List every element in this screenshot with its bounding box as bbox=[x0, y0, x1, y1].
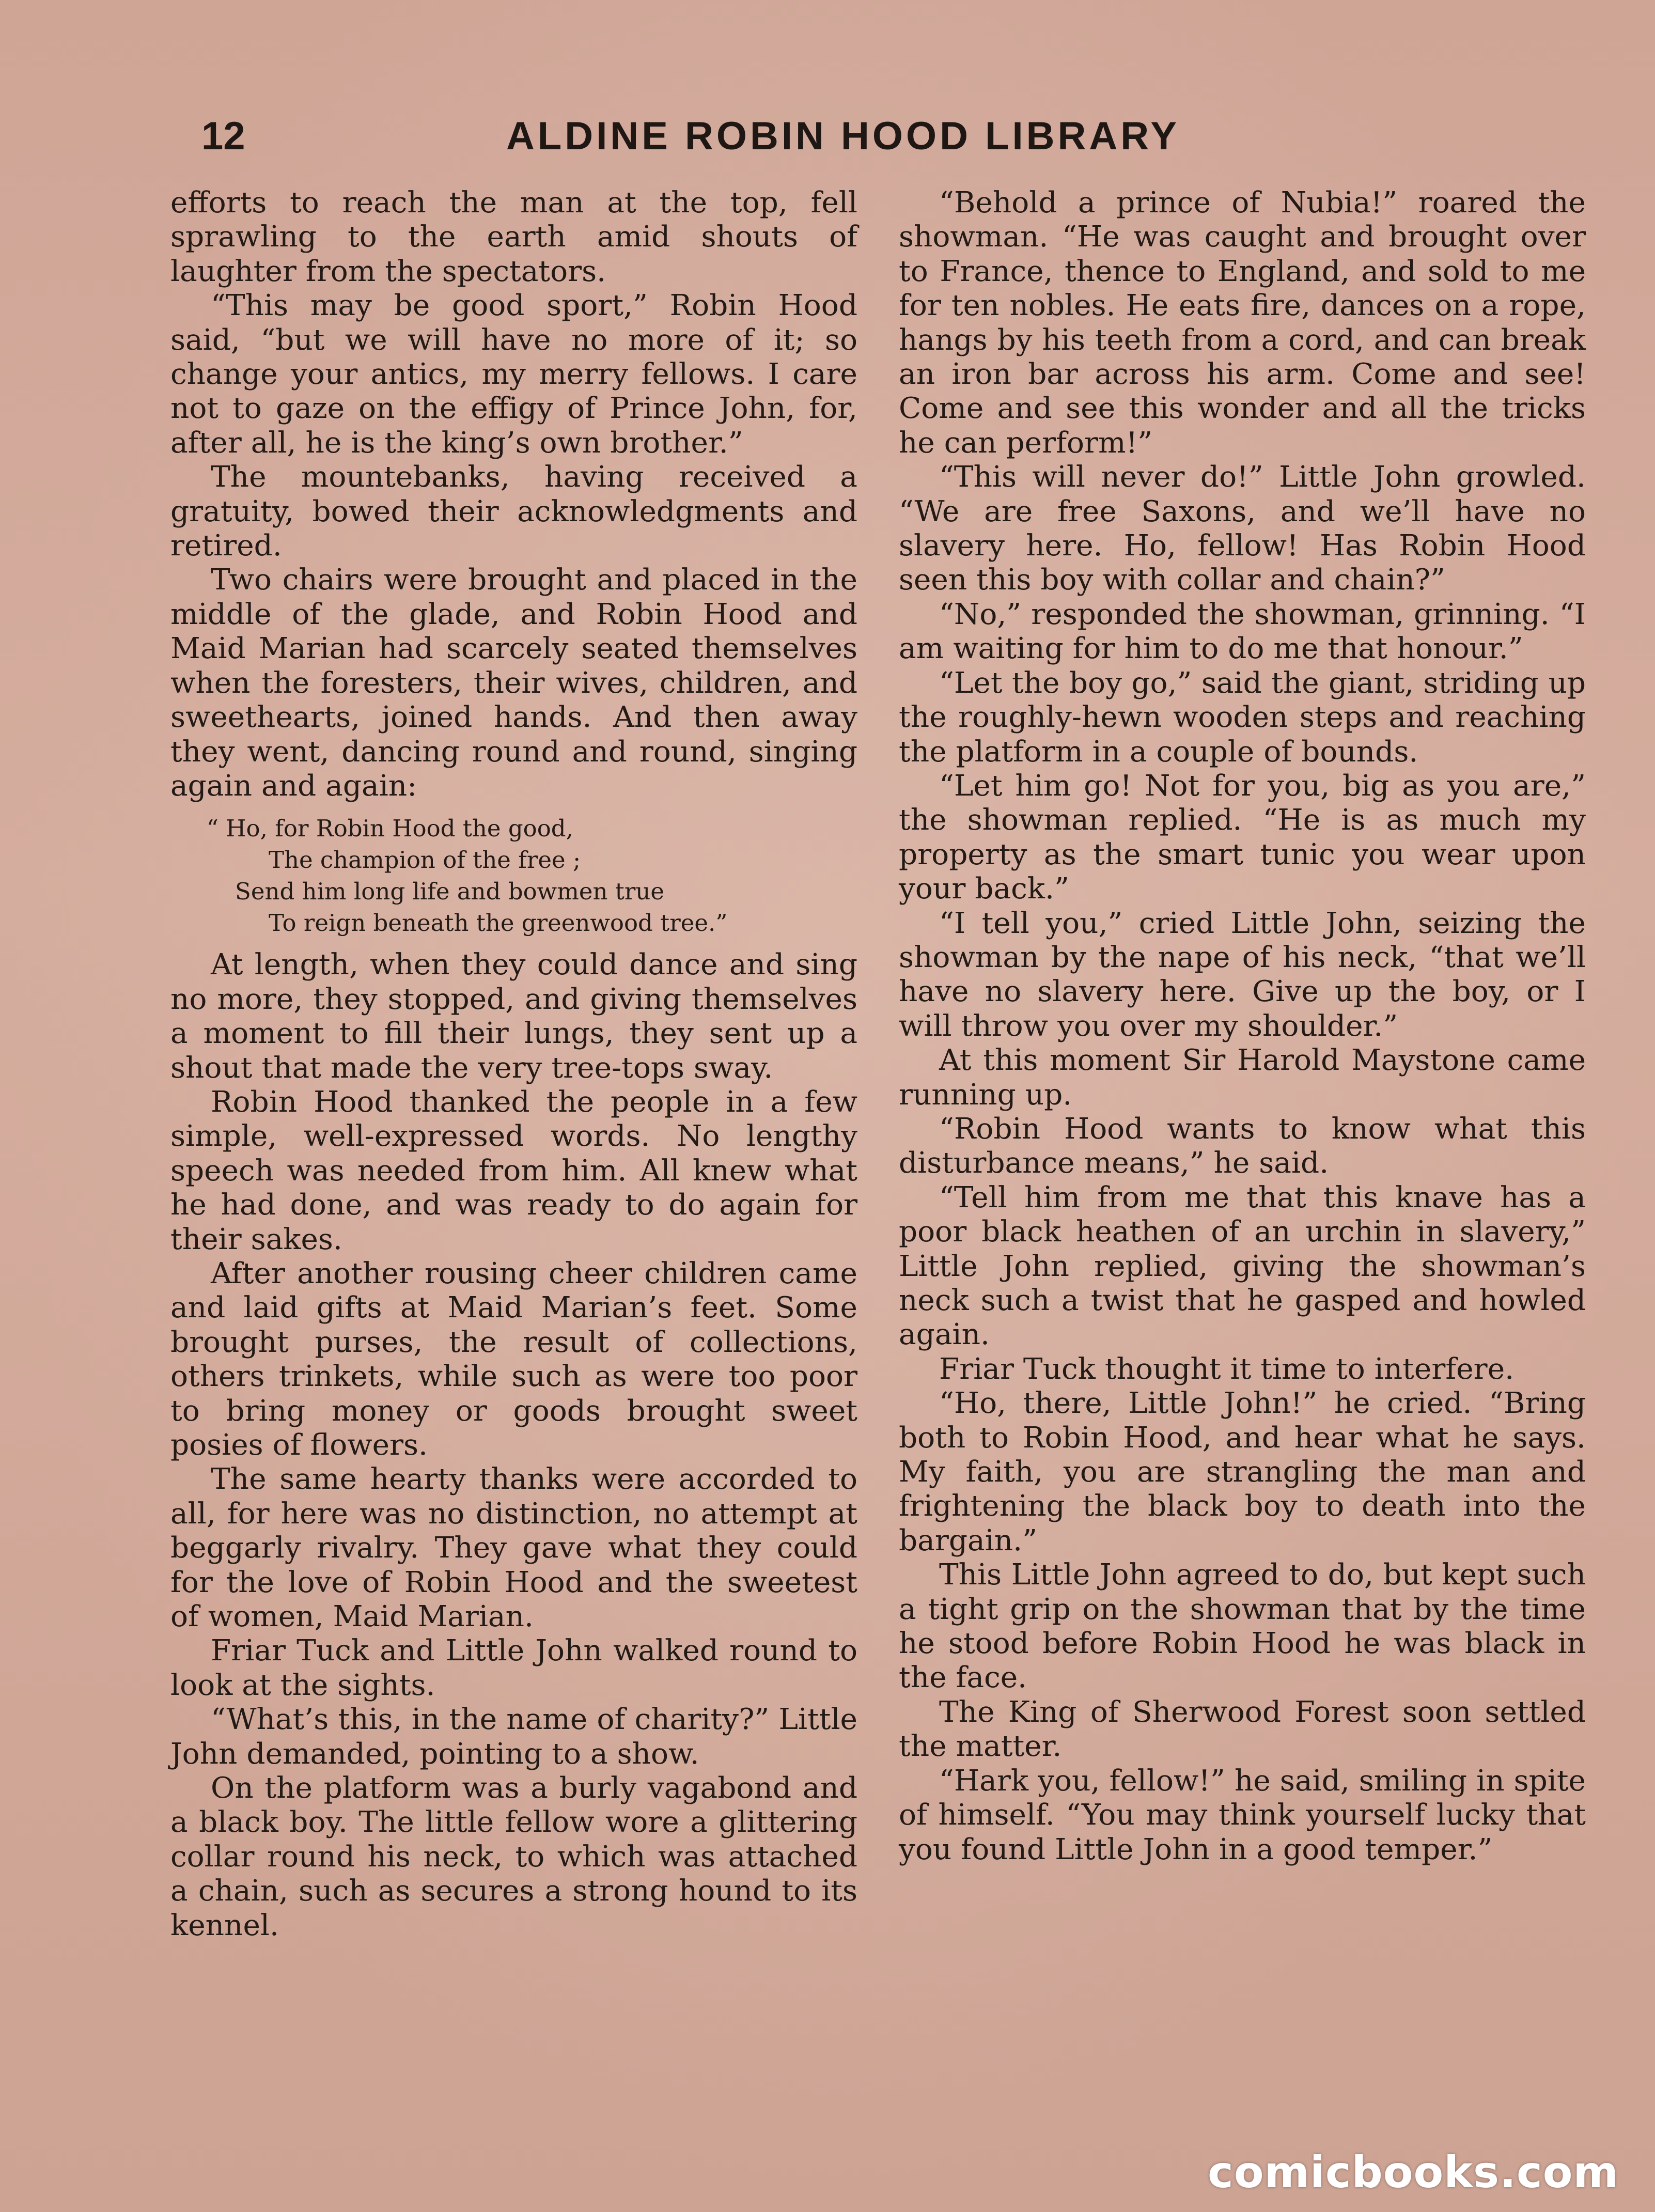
paragraph: After another rousing cheer children came and laid gifts at Maid Marian’s feet. Some brought purses, the result of collections, others trinkets, while such as were too poor to bring money or goods brought sweet posies of flowers. bbox=[170, 1256, 857, 1462]
paragraph: Robin Hood thanked the people in a few simple, well-expressed words. No lengthy speech was needed from him. All knew what he had done, and was ready to do again for their sakes. bbox=[170, 1085, 857, 1256]
running-title: ALDINE ROBIN HOOD LIBRARY bbox=[506, 114, 1180, 158]
song-verse bbox=[170, 813, 857, 939]
paragraph: “Behold a prince of Nubia!” roared the showman. “He was caught and brought over to France, thence to England, and sold to me for ten nobles. He eats fire, dances on a rope, hangs by his teeth from a cord, and can break an iron bar across his arm. Come and see! Come and see this wonder and all the tricks he can perform!” bbox=[899, 186, 1586, 460]
paragraph: The King of Sherwood Forest soon settled the matter. bbox=[899, 1695, 1586, 1764]
paragraph: “Robin Hood wants to know what this disturbance means,” he said. bbox=[899, 1112, 1586, 1180]
paragraph: At this moment Sir Harold Maystone came running up. bbox=[899, 1043, 1586, 1112]
paragraph: “Let him go! Not for you, big as you are,” the showman replied. “He is as much my property as the smart tunic you wear upon your back.” bbox=[899, 769, 1586, 906]
page-header bbox=[201, 114, 1260, 170]
paragraph: “Tell him from me that this knave has a poor black heathen of an urchin in slavery,” Little John replied, giving the showman’s neck such a twist that he gasped and howled again. bbox=[899, 1180, 1586, 1352]
paragraph: Friar Tuck and Little John walked round to look at the sights. bbox=[170, 1634, 857, 1702]
paragraph: “Let the boy go,” said the giant, striding up the roughly-hewn wooden steps and reaching the platform in a couple of bounds. bbox=[899, 666, 1586, 769]
paragraph: “What’s this, in the name of charity?” Little John demanded, pointing to a show. bbox=[170, 1703, 857, 1771]
verse-line: The champion of the free ; bbox=[269, 846, 581, 874]
paragraph: “No,” responded the showman, grinning. “I am waiting for him to do me that honour.” bbox=[899, 597, 1586, 666]
paragraph: At length, when they could dance and sing no more, they stopped, and giving themselves a moment to fill their lungs, they sent up a shout that made the very tree-tops sway. bbox=[170, 948, 857, 1085]
watermark: comicbooks.com bbox=[1208, 2147, 1619, 2198]
left-column bbox=[170, 186, 857, 1943]
paragraph: “Ho, there, Little John!” he cried. “Bring both to Robin Hood, and hear what he says. My faith, you are strangling the man and frightening the black boy to death into the bargain.” bbox=[899, 1387, 1586, 1557]
paragraph: “I tell you,” cried Little John, seizing the showman by the nape of his neck, “that we’ll have no slavery here. Give up the boy, or I will throw you over my shoulder.” bbox=[899, 906, 1586, 1043]
paragraph: The mountebanks, having received a gratuity, bowed their acknowledgments and retired. bbox=[170, 460, 857, 563]
page-number: 12 bbox=[201, 114, 245, 158]
paragraph: Friar Tuck thought it time to interfere. bbox=[939, 1352, 1515, 1386]
verse-line: Send him long life and bowmen true bbox=[235, 878, 664, 906]
paragraph: Two chairs were brought and placed in the middle of the glade, and Robin Hood and Maid Marian had scarcely seated themselves when the foresters, their wives, children, and sweethearts, joined hands. And then away they went, dancing round and round, singing again and again: bbox=[170, 563, 857, 803]
verse-line: “ Ho, for Robin Hood the good, bbox=[207, 815, 573, 843]
paragraph: “This will never do!” Little John growled. “We are free Saxons, and we’ll have no slavery here. Ho, fellow! Has Robin Hood seen this boy with collar and chain?” bbox=[899, 460, 1586, 597]
right-column bbox=[899, 186, 1586, 1867]
paragraph: This Little John agreed to do, but kept such a tight grip on the showman that by the time he stood before Robin Hood he was black in the face. bbox=[899, 1558, 1586, 1695]
paragraph: efforts to reach the man at the top, fell sprawling to the earth amid shouts of laughter from the spectators. bbox=[170, 186, 857, 288]
paragraph: The same hearty thanks were accorded to all, for here was no distinction, no attempt at beggarly rivalry. They gave what they could for the love of Robin Hood and the sweetest of women, Maid Marian. bbox=[170, 1462, 857, 1634]
verse-line: To reign beneath the greenwood tree.” bbox=[269, 909, 728, 937]
paragraph: “Hark you, fellow!” he said, smiling in spite of himself. “You may think yourself lucky that you found Little John in a good temper.” bbox=[899, 1764, 1586, 1866]
paragraph: “This may be good sport,” Robin Hood said, “but we will have no more of it; so change your antics, my merry fellows. I care not to gaze on the effigy of Prince John, for, after all, he is the king’s own brother.” bbox=[170, 289, 857, 460]
paragraph: On the platform was a burly vagabond and a black boy. The little fellow wore a glittering collar round his neck, to which was attached a chain, such as secures a strong hound to its kennel. bbox=[170, 1771, 857, 1942]
